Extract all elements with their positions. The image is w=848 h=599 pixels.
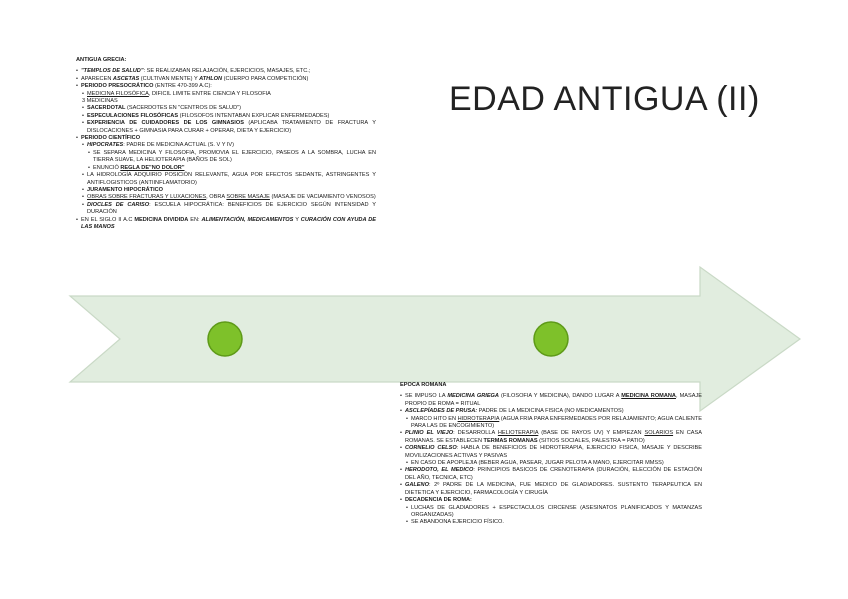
rome-line-gladiadores: • LUCHAS DE GLADIADORES + ESPECTACULOS CIRCENSE (ASESINATOS PLANIFICADOS Y MATANZAS ORGANIZADAS)	[406, 505, 702, 520]
greece-line-sacerdotal: • SACERDOTAL (SACERDOTES EN "CENTROS DE SALUD")	[82, 105, 376, 112]
timeline-marker-rome	[534, 322, 568, 356]
greece-line-templos: • "TEMPLOS DE SALUD": SE REALIZABAN RELAJACIÓN, EJERCICIOS, MASAJES, ETC.;	[76, 68, 376, 75]
greece-line-gimnasios: • EXPERIENCIA DE CUIDADORES DE LOS GIMNASIOS (APLICABA TRATAMIENTO DE FRACTURA Y DISLOCACIONES + GIMNASIA PARA CURAR + OPERAR, DIETA Y EJERCICIO)	[82, 120, 376, 135]
greece-line-diocles: • DIOCLES DE CARISO: ESCUELA HIPOCRÁTICA: BENEFICIOS DE EJERCICIO SEGÚN INTENSIDAD Y DURACIÓN	[82, 202, 376, 217]
rome-line-hidroterapia: • MARCO HITO EN HIDROTERAPIA (AGUA FRIA PARA ENFERMEDADES POR RELAJAMIENTO; AGUA CALIENTE PARA LAS DE ENCOGIMIENTO)	[406, 416, 702, 431]
greece-line-3-medicinas: 3 MEDICINAS	[82, 98, 118, 105]
greece-line-presocratico: • PERIODO PRESOCRÁTICO (ENTRE 470-399 A.C):	[76, 83, 376, 90]
rome-line-abandona: • SE ABANDONA EJERCICIO FÍSICO.	[406, 519, 702, 526]
greece-line-ascetas: • APARECEN ASCETAS (CULTIVAN MENTE) Y ATHLON (CUERPO PARA COMPETICIÓN)	[76, 76, 376, 83]
greece-line-cientifico: • PERIODO CIENTÍFICO	[76, 135, 376, 142]
greece-line-no-dolor: • ENUNCIÓ REGLA DE"NO DOLOR"	[88, 165, 376, 172]
rome-line-decadencia: • DECADENCIA DE ROMA:	[400, 497, 702, 504]
rome-line-apoplejia: • EN CASO DE APOPLEJIA (BEBER AGUA, PASEAR, JUGAR PELOTA A MANO, EJERCITAR MMSS)	[406, 460, 702, 467]
greece-line-juramento: • JURAMENTO HIPOCRÁTICO	[82, 187, 376, 194]
rome-line-celso: • CORNELIO CELSO: HABLA DE BENEFICIOS DE HIDROTERAPIA, EJERCICIO FISICA, MASAJE Y DESCRIBE MOVILIZACIONES ACTIVAS Y PASIVAS	[400, 445, 702, 460]
greece-line-medicina-filosofica: • MEDICINA FILOSÓFICA, DIFICIL LIMITE ENTRE CIENCIA Y FILOSOFIA	[82, 91, 376, 98]
greece-line-hidrologia: • LA HIDROLOGÍA ADQUIRIO POSICIÓN RELEVANTE, AGUA POR EFECTOS SEDANTE, ASTRINGENTES Y ANTIFLOGISTICOS (ANTIINFLAMATORIO)	[82, 172, 376, 187]
greece-notes	[76, 57, 376, 231]
timeline-marker-greece	[208, 322, 242, 356]
greece-line-separa-medicina: • SE SEPARA MEDICINA Y FILOSOFIA, PROMOVIA EL EJERCICIO, PASEOS A LA SOMBRA, LUCHA EN TIERRA SUAVE, LA HELIOTERAPIA (BAÑOS DE SOL)	[88, 150, 376, 165]
greece-heading: ANTIGUA GRECIA:	[76, 57, 127, 63]
rome-line-asclepiades: • ASCLEPÍADES DE PRUSA: PADRE DE LA MEDICINA FISICA (NO MEDICAMENTOS)	[400, 408, 702, 415]
rome-heading: EPOCA ROMANA	[400, 382, 447, 388]
rome-line-plinio: • PLINIO EL VIEJO: DESARROLLA HELIOTERAPIA (BASE DE RAYOS UV) Y EMPIEZAN SOLARIOS EN CASA ROMANAS. SE ESTABLECEN TERMAS ROMANAS (SITIOS SOCIALES, PALESTRA = PATIO)	[400, 430, 702, 445]
greece-line-especulaciones: • ESPECULACIONES FILOSÓFICAS (FILOSOFOS INTENTABAN EXPLICAR ENFERMEDADES)	[82, 113, 376, 120]
page-title: EDAD ANTIGUA (II)	[449, 80, 760, 118]
rome-line-herodoto: • HERODOTO, EL MEDICO: PRINCIPIOS BASICOS DE CRENOTERAPIA (DURACIÓN, ELECCIÓN DE ESTACIÓN DEL AÑO, TECNICA, ETC)	[400, 467, 702, 482]
rome-notes	[400, 382, 702, 527]
rome-line-medicina-griega: • SE IMPUSO LA MEDICINA GRIEGA (FILOSOFIA Y MEDICINA), DANDO LUGAR A MEDICINA ROMANA, MASAJE PROPIO DE ROMA = RITUAL	[400, 393, 702, 408]
greece-line-obras: • OBRAS SOBRE FRACTURAS Y LUXACIONES, OBRA SOBRE MASAJE (MASAJE DE VACIAMIENTO VENOSOS)	[82, 194, 376, 201]
rome-line-galeno: • GALENO: 2º PADRE DE LA MEDICINA, FUE MEDICO DE GLADIADORES. SUSTENTO TERAPEUTICA EN DIETETICA Y EJERCICIO, FARMACOLOGÍA Y CIRUGÍA	[400, 482, 702, 497]
greece-line-hipocrates: • HIPOCRATES: PADRE DE MEDICINA ACTUAL (S. V Y IV)	[82, 142, 376, 149]
greece-line-siglo-ii: • EN EL SIGLO II A.C MEDICINA DIVIDIDA EN: ALIMENTACIÓN, MEDICAMENTOS Y CURACIÓN CON AYUDA DE LAS MANOS	[76, 217, 376, 232]
